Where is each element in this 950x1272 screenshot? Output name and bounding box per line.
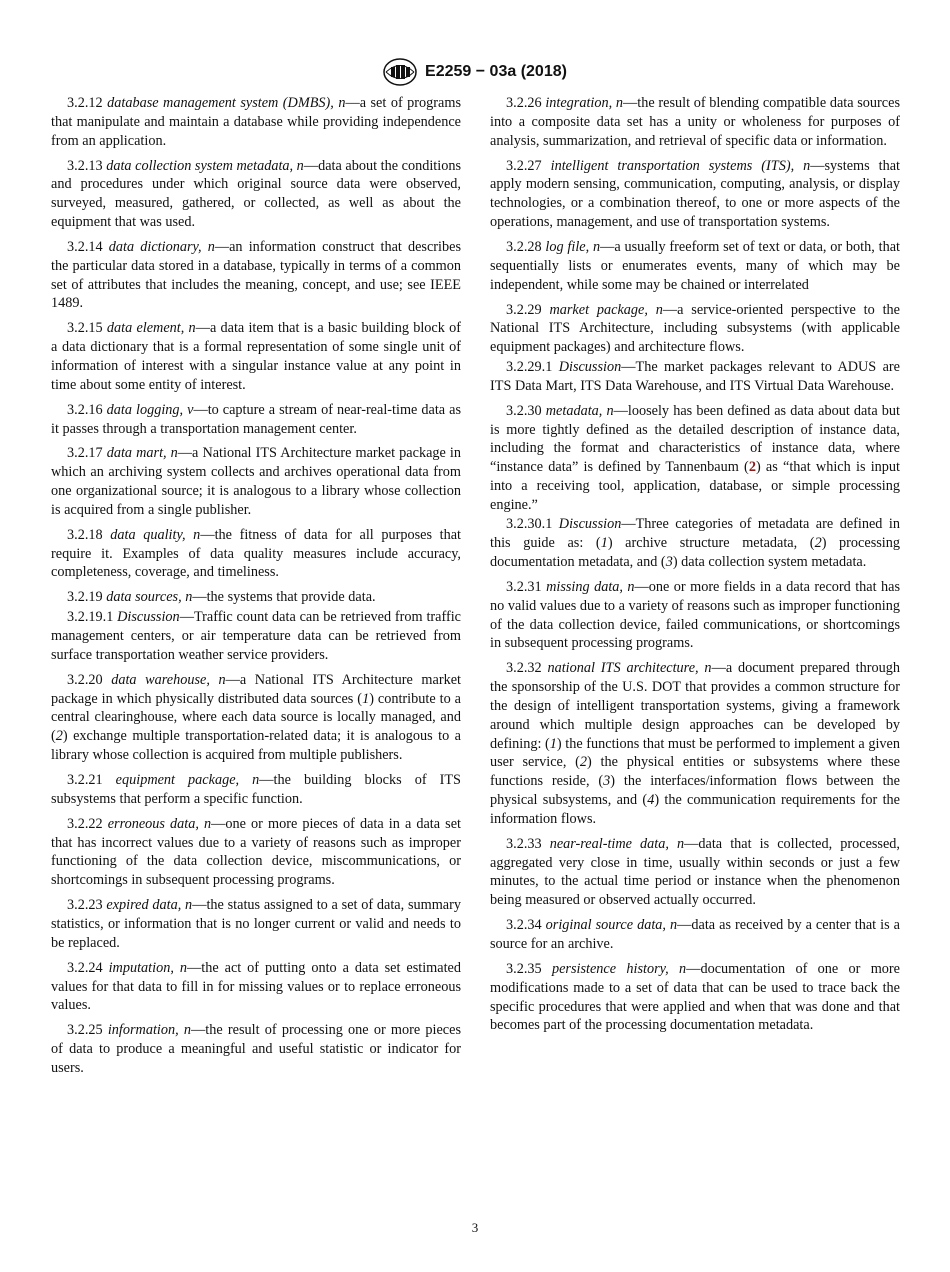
defined-term: Discussion [117, 609, 180, 626]
definition-text: —the result of blending compatible data sources into a composite data set has a unity or wholeness for purposes of analysis, summarization, and retrieval of specific data or information. [490, 95, 900, 149]
defined-term: data warehouse, n [111, 671, 226, 688]
section-number: 3.2.20 [67, 671, 112, 688]
defined-term: persistence history, n [551, 960, 687, 977]
definition-paragraph [490, 960, 900, 1035]
section-number: 3.2.28 [506, 238, 546, 255]
defined-term: imputation, n [108, 959, 187, 976]
definition-text: —a set of programs that manipulate and maintain a database while providing independence from an application. [51, 95, 461, 149]
section-number: 3.2.12 [67, 95, 108, 111]
defined-term: erroneous data, n [107, 815, 212, 832]
definition-paragraph [490, 402, 900, 515]
definition-paragraph [51, 896, 461, 952]
definition-paragraph [51, 608, 461, 664]
section-number: 3.2.30 [506, 402, 546, 419]
defined-term: database management system (DMBS), n [107, 95, 346, 111]
page-number: 3 [471, 1220, 479, 1235]
section-number: 3.2.22 [67, 815, 108, 832]
defined-term: near-real-time data, n [549, 835, 685, 852]
section-number: 3.2.15 [67, 320, 107, 337]
defined-term: Discussion [558, 516, 622, 533]
defined-term: data element, n [106, 320, 196, 337]
definition-text: —systems that apply modern sensing, communication, computing, analysis, or display technologies, or a combination thereof, to one or more aspects of the operations, management, and use of transportation systems. [490, 157, 901, 230]
definition-paragraph [51, 959, 461, 1015]
definition-text: —to capture a stream of near-real-time data as it passes through a transportation management center. [51, 401, 461, 437]
defined-term: missing data, n [546, 579, 635, 596]
defined-term: log file, n [545, 238, 601, 255]
definition-text: —the systems that provide data. [192, 589, 376, 606]
definition-paragraph [51, 444, 461, 519]
definition-text: —the fitness of data for all purposes that require it. Examples of data quality measures include accuracy, completeness, coverage, and timeliness. [51, 526, 462, 581]
definition-paragraph [51, 588, 461, 607]
definition-text: —a service-oriented perspective to the National ITS Architecture, including subsystems (with applicable equipment packages) and architecture flows. [490, 301, 900, 356]
definition-text: —a data item that is a basic building block of a data dictionary that is a formal representation of some single unit of information of interest with a singular instance value at any point in time about some entity of interest. [51, 320, 461, 393]
section-number: 3.2.33 [506, 835, 550, 852]
defined-term: equipment package, n [115, 771, 260, 788]
defined-term: original source data, n [545, 917, 678, 934]
definition-text: —The market packages relevant to ADUS are ITS Data Mart, ITS Data Warehouse, and ITS Virtual Data Warehouse. [490, 358, 900, 394]
definition-text: —the act of putting onto a data set estimated values for that data to fill in for missing values or to replace erroneous values. [51, 959, 461, 1014]
defined-term: data collection system metadata, n [106, 157, 304, 174]
definition-text: —documentation of one or more modifications made to a set of data that can be used to trace back the specific procedures that were applied and when that was done and that becomes part of the processing documentation metadata. [490, 960, 901, 1034]
definition-text: —a National ITS Architecture market package in which an archiving system collects and archives operational data from one organizational source; it is analogous to a library whose collection is acquired from a single publisher. [51, 445, 461, 518]
definition-text: —the status assigned to a set of data, summary statistics, or information that is no longer current or valid and needs to be replaced. [51, 897, 462, 951]
section-number: 3.2.27 [506, 157, 551, 174]
defined-term: data mart, n [106, 445, 178, 462]
definition-text: —a National ITS Architecture market package in which physically distributed data sources (1) contribute to a central clearinghouse, where each data source is locally managed, and (2) exchange multiple transportation-related data; it is analogous to a library whose collection is acquired from multiple publishers. [51, 671, 462, 763]
definition-paragraph [51, 1021, 461, 1077]
section-number: 3.2.29 [506, 301, 550, 318]
definition-paragraph [51, 526, 461, 582]
section-number: 3.2.16 [67, 401, 107, 418]
section-number: 3.2.34 [506, 917, 546, 934]
defined-term: Discussion [558, 358, 622, 375]
section-number: 3.2.21 [67, 771, 116, 788]
section-number: 3.2.24 [67, 959, 109, 976]
defined-term: metadata, n [545, 402, 614, 419]
definition-paragraph [490, 659, 900, 828]
section-number: 3.2.26 [506, 95, 546, 111]
defined-term: national ITS architecture, n [547, 660, 712, 677]
definition-text: —Three categories of metadata are defined in this guide as: (1) archive structure metadata, (2) processing documentation metadata, and (3) data collection system metadata. [490, 516, 900, 571]
section-number: 3.2.18 [67, 526, 111, 543]
definition-text: —loosely has been defined as data about data but is more tightly defined as the detailed description of instance data, including the format and characteristics of instance data, where “instance data” is defined by Tannenbaum (2) as “that which is input into a receiving tool, application, database, or simple processing engine.” [490, 402, 901, 513]
section-number: 3.2.35 [506, 960, 552, 977]
definition-paragraph [490, 578, 900, 653]
section-number: 3.2.29.1 [506, 358, 559, 375]
defined-term: market package, n [549, 301, 663, 318]
definition-paragraph [490, 515, 900, 571]
defined-term: data dictionary, n [108, 238, 215, 255]
defined-term: intelligent transportation systems (ITS), n [550, 157, 811, 174]
definition-paragraph [490, 301, 900, 357]
section-number: 3.2.30.1 [506, 516, 559, 533]
definition-text: —an information construct that describes the particular data stored in a database, typically in terms of a common set of attributes that includes the meaning, concept, and use; see IEEE 1489. [51, 238, 462, 312]
section-number: 3.2.31 [506, 579, 547, 596]
right-column [490, 94, 900, 1041]
definition-paragraph [51, 671, 461, 765]
definition-text: —the building blocks of ITS subsystems that perform a specific function. [51, 771, 461, 807]
definition-paragraph [51, 401, 461, 439]
astm-logo-icon [383, 57, 417, 87]
definition-text: —data about the conditions and procedures under which original source data were observed, surveyed, measured, gathered, or collected, as well as about the equipment that was used. [51, 157, 462, 230]
defined-term: information, n [107, 1022, 192, 1039]
definition-text: —a document prepared through the sponsorship of the U.S. DOT that provides a common structure for the design of intelligent transportation systems, giving a framework around which multiple design approaches can be developed by defining: (1) the functions that must be performed to implement a given user service, (2) the physical entities or subsystems where these functions reside, (3) the interfaces/information flows between the physical subsystems, and (4) the communication requirements for the information flows. [490, 660, 901, 827]
definition-text: —the result of processing one or more pieces of data to produce a meaningful and useful statistic or indicator for users. [51, 1022, 461, 1076]
definition-paragraph [51, 157, 461, 232]
defined-term: expired data, n [106, 897, 193, 914]
section-number: 3.2.23 [67, 897, 107, 914]
page-header [0, 54, 950, 90]
document-designation: E2259 − 03a (2018) [425, 63, 567, 80]
definition-text: —data that is collected, processed, aggregated very close in time, usually within seconds or just a few minutes, to the actual time period or instance when the phenomenon being measured or observed actually occurred. [490, 835, 900, 909]
definition-text: —Traffic count data can be retrieved from traffic management centers, or air temperature data can be retrieved from surface transportation weather service providers. [51, 609, 461, 663]
left-column [51, 94, 461, 1084]
section-number: 3.2.25 [67, 1022, 108, 1039]
defined-term: data sources, n [106, 589, 193, 606]
definition-paragraph [490, 916, 900, 954]
definition-paragraph [51, 815, 461, 890]
section-number: 3.2.19.1 [67, 609, 118, 626]
section-number: 3.2.32 [506, 660, 548, 677]
definition-text: —one or more fields in a data record that has no valid values due to a variety of reasons such as improper functioning of the data collection device, failed communications, or shortcomings in subsequent processing programs. [490, 579, 901, 652]
definition-paragraph [490, 358, 900, 396]
defined-term: data quality, n [110, 526, 201, 543]
definition-paragraph [51, 94, 461, 150]
definition-text: —one or more pieces of data in a data set that has incorrect values due to a variety of reasons such as improper functioning of the data collection device, miscommunications, or shortcomings in subsequent processing programs. [51, 815, 461, 889]
definition-paragraph [51, 771, 461, 809]
definition-paragraph [490, 835, 900, 910]
definition-text: —a usually freeform set of text or data, or both, that sequentially lists or enumerates events, many of which may be independent, while some may be chained or interrelated [490, 238, 900, 293]
definition-paragraph [490, 94, 900, 150]
defined-term: data logging, v [106, 401, 194, 418]
section-number: 3.2.17 [67, 445, 107, 462]
definition-text: —data as received by a center that is a source for an archive. [490, 917, 901, 952]
definition-paragraph [51, 238, 461, 313]
definition-paragraph [490, 238, 900, 294]
definition-paragraph [490, 157, 900, 232]
defined-term: integration, n [545, 95, 624, 111]
reference-link[interactable]: 2 [748, 459, 756, 476]
section-number: 3.2.19 [67, 589, 107, 606]
definition-paragraph [51, 319, 461, 394]
section-number: 3.2.13 [67, 157, 107, 174]
section-number: 3.2.14 [67, 238, 109, 255]
